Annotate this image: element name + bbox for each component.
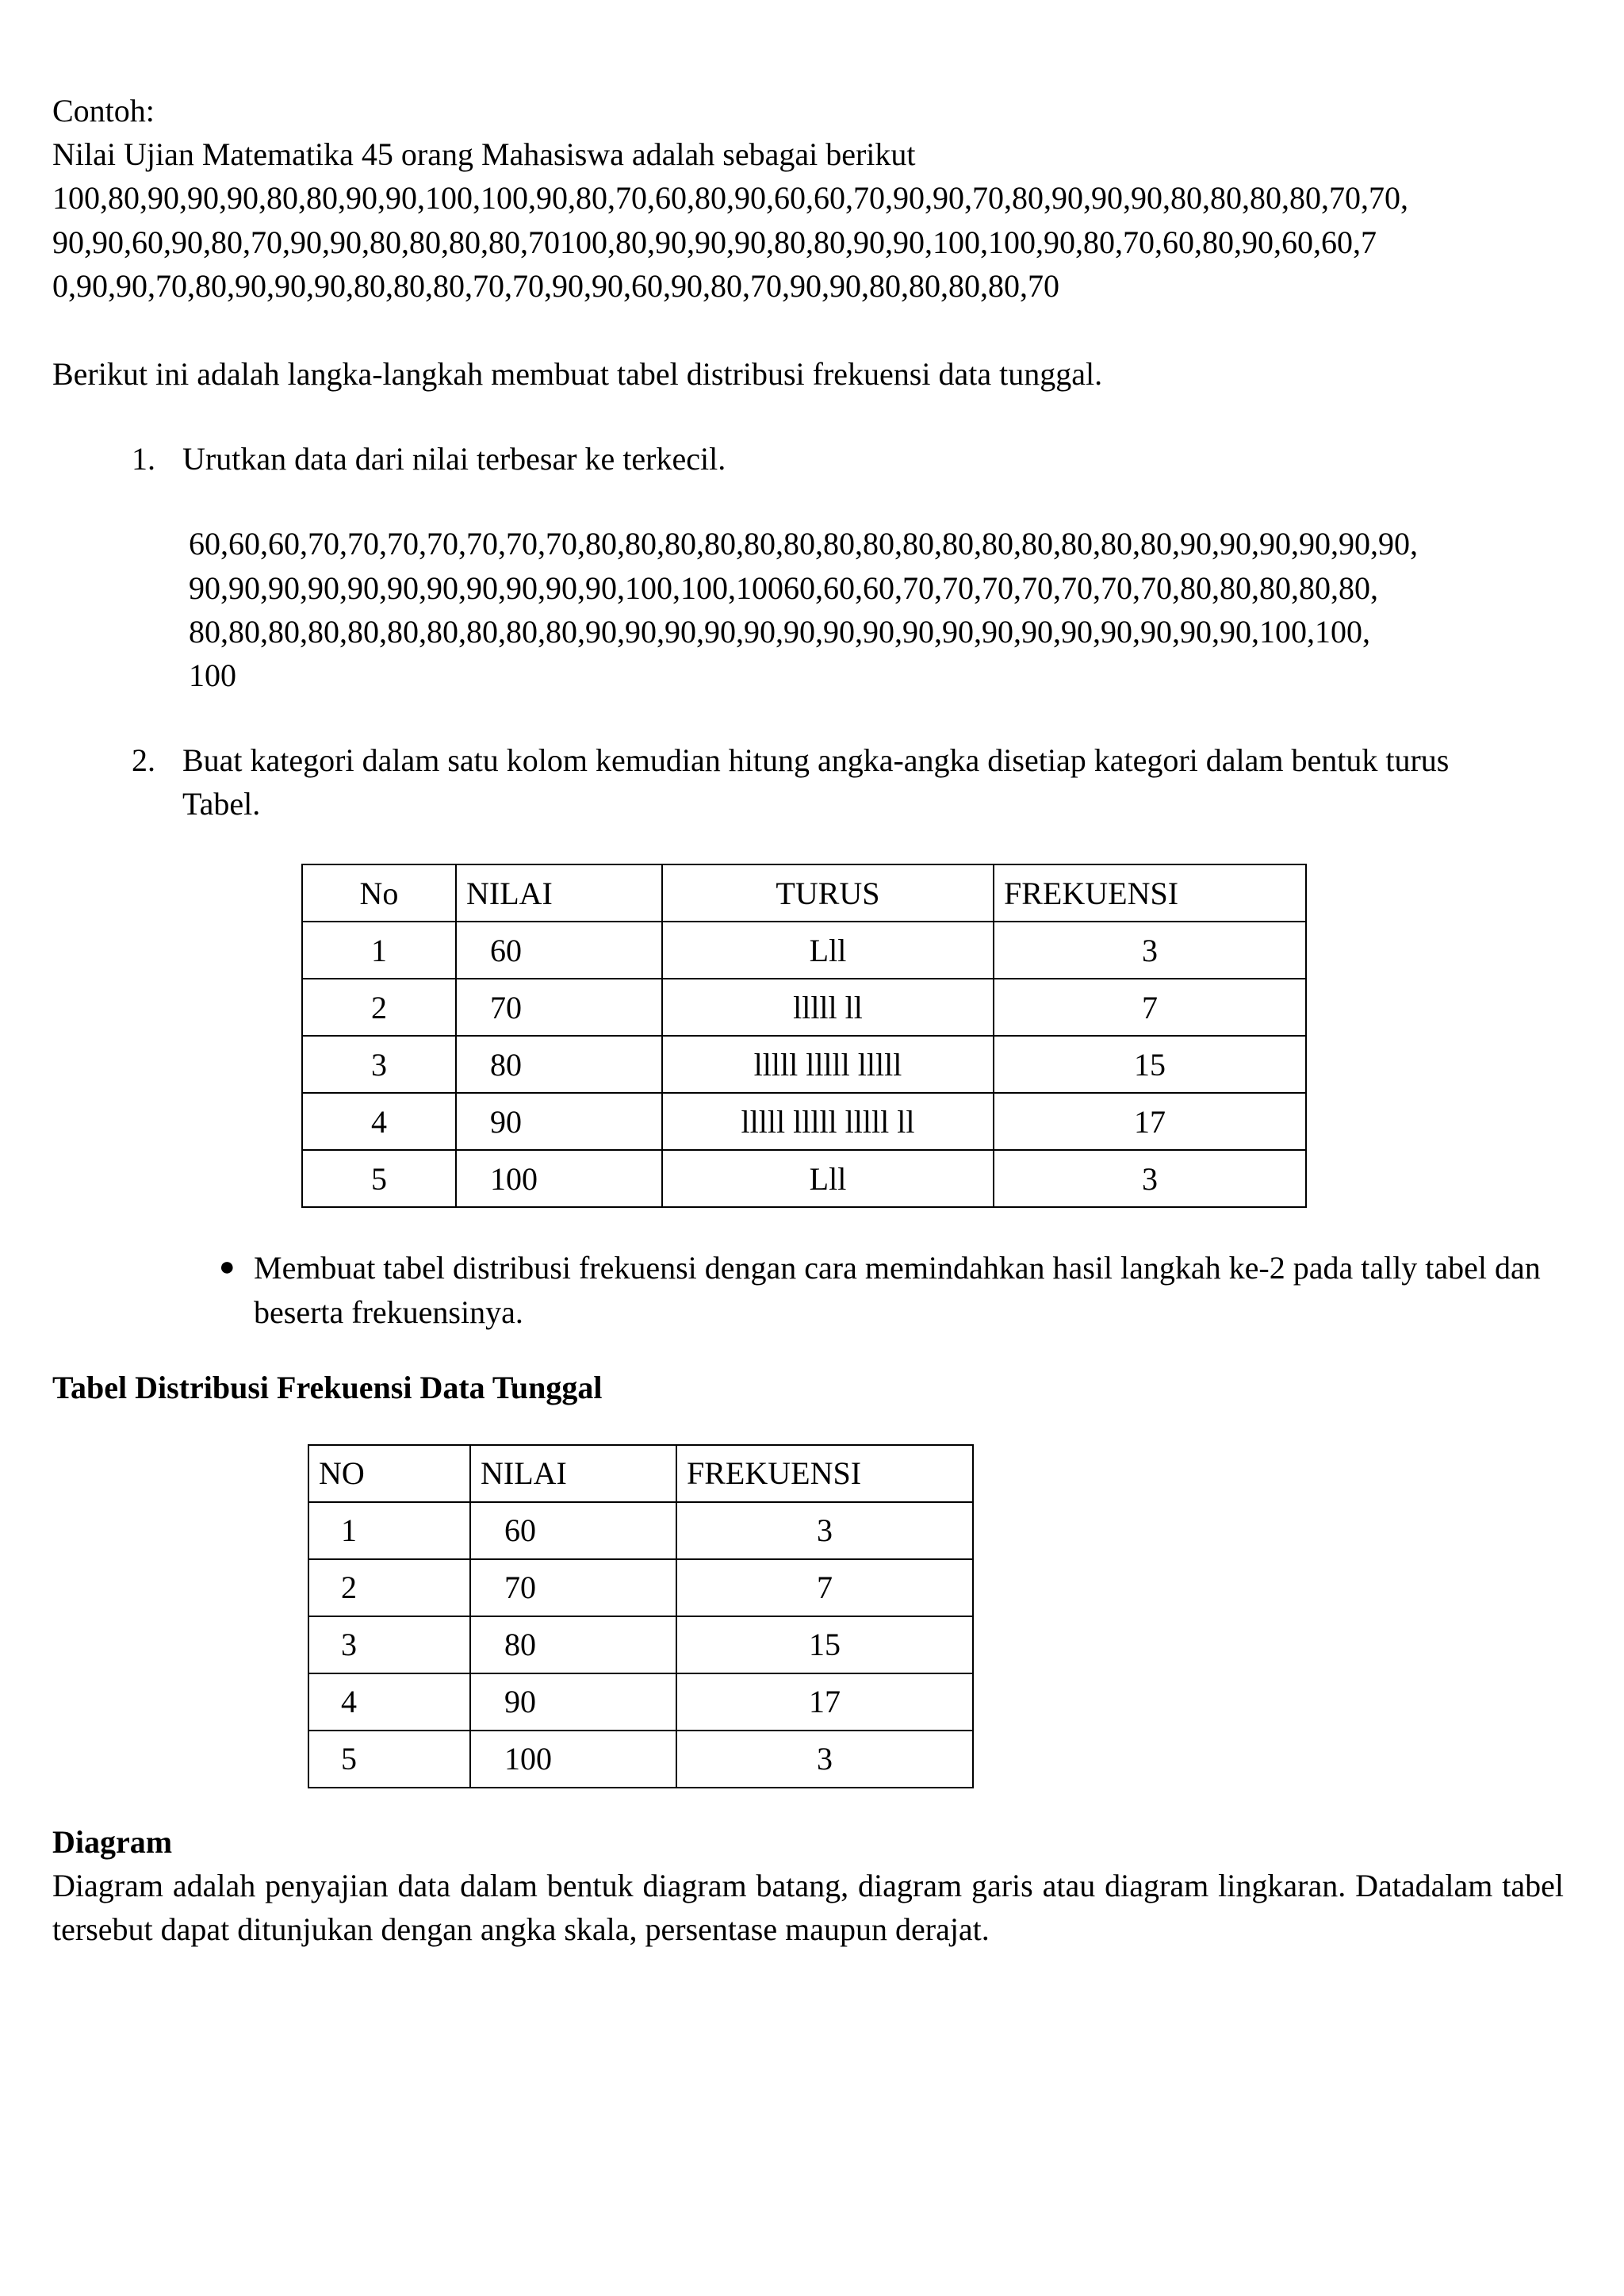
- cell-no: 4: [308, 1673, 470, 1731]
- cell-nilai: 80: [456, 1036, 662, 1093]
- header-no: No: [302, 864, 456, 922]
- cell-turus: lllll ll: [662, 979, 994, 1036]
- tally-table: [301, 864, 1307, 1208]
- table-row: [302, 1093, 1306, 1150]
- cell-turus: Lll: [662, 922, 994, 979]
- cell-turus: lllll lllll lllll ll: [662, 1093, 994, 1150]
- cell-frekuensi: 17: [676, 1673, 973, 1731]
- cell-no: 1: [302, 922, 456, 979]
- table-row: [308, 1673, 973, 1731]
- cell-no: 3: [302, 1036, 456, 1093]
- cell-nilai: 100: [470, 1731, 676, 1788]
- table-header-row: [308, 1445, 973, 1502]
- cell-frekuensi: 7: [994, 979, 1306, 1036]
- header-frekuensi: FREKUENSI: [676, 1445, 973, 1502]
- cell-no: 1: [308, 1502, 470, 1559]
- cell-nilai: 70: [470, 1559, 676, 1616]
- bullet-icon: ●: [219, 1252, 236, 1282]
- header-turus: TURUS: [662, 864, 994, 922]
- diagram-heading: Diagram: [52, 1824, 173, 1860]
- cell-nilai: 80: [470, 1616, 676, 1673]
- cell-no: 5: [302, 1150, 456, 1207]
- document-page: [52, 89, 1575, 1952]
- cell-nilai: 70: [456, 979, 662, 1036]
- sorted-data-line: 90,90,90,90,90,90,90,90,90,90,90,100,100,10060,60,60,70,70,70,70,70,70,70,80,80,80,80,80,: [189, 569, 1378, 606]
- cell-no: 3: [308, 1616, 470, 1673]
- cell-no: 5: [308, 1731, 470, 1788]
- example-title: Nilai Ujian Matematika 45 orang Mahasiswa adalah sebagai berikut: [52, 136, 916, 173]
- cell-turus: lllll lllll lllll: [662, 1036, 994, 1093]
- cell-frekuensi: 15: [676, 1616, 973, 1673]
- frequency-table: [308, 1444, 974, 1788]
- sorted-data-line: 80,80,80,80,80,80,80,80,80,80,90,90,90,90,90,90,90,90,90,90,90,90,90,90,90,90,90,100,100,: [189, 613, 1370, 650]
- step-text: Buat kategori dalam satu kolom kemudian hitung angka-angka disetiap kategori dalam bentuk turus Tabel.: [182, 742, 1450, 822]
- step-number: 2.: [132, 742, 155, 779]
- cell-frekuensi: 3: [994, 922, 1306, 979]
- cell-nilai: 60: [456, 922, 662, 979]
- sorted-data-line: 100: [189, 657, 236, 693]
- step-number: 1.: [132, 441, 155, 477]
- cell-nilai: 60: [470, 1502, 676, 1559]
- cell-frekuensi: 7: [676, 1559, 973, 1616]
- diagram-paragraph: Diagram adalah penyajian data dalam bentuk diagram batang, diagram garis atau diagram lingkaran. Datadalam tabel tersebut dapat ditunjukan dengan angka skala, persentase maupun derajat.: [52, 1868, 1564, 1948]
- table-row: [302, 922, 1306, 979]
- header-nilai: NILAI: [456, 864, 662, 922]
- sorted-data: [189, 522, 1575, 697]
- steps-list: [132, 738, 1480, 826]
- steps-intro: Berikut ini adalah langka-langkah membuat tabel distribusi frekuensi data tunggal.: [52, 355, 1103, 392]
- table-row: [308, 1502, 973, 1559]
- raw-data-line: 0,90,90,70,80,90,90,90,80,80,80,70,70,90,90,60,90,80,70,90,90,80,80,80,80,70: [52, 267, 1059, 304]
- header-nilai: NILAI: [470, 1445, 676, 1502]
- cell-nilai: 90: [456, 1093, 662, 1150]
- cell-frekuensi: 3: [676, 1502, 973, 1559]
- cell-frekuensi: 3: [676, 1731, 973, 1788]
- step-text: Urutkan data dari nilai terbesar ke terkecil.: [182, 441, 726, 477]
- table-header-row: [302, 864, 1306, 922]
- table-row: [302, 979, 1306, 1036]
- step-item: [132, 738, 1480, 826]
- example-label: Contoh:: [52, 93, 155, 128]
- bullet-item: [219, 1246, 1575, 1333]
- cell-no: 4: [302, 1093, 456, 1150]
- freq-table-title: Tabel Distribusi Frekuensi Data Tunggal: [52, 1369, 603, 1405]
- table-row: [308, 1559, 973, 1616]
- raw-data-line: 90,90,60,90,80,70,90,90,80,80,80,80,70100,80,90,90,90,80,80,90,90,100,100,90,80,70,60,80,90,60,60,7: [52, 224, 1377, 260]
- cell-frekuensi: 3: [994, 1150, 1306, 1207]
- table-row: [302, 1150, 1306, 1207]
- header-no: NO: [308, 1445, 470, 1502]
- raw-data-line: 100,80,90,90,90,80,80,90,90,100,100,90,80,70,60,80,90,60,60,70,90,90,70,80,90,90,90,80,80,80,80,70,70,: [52, 180, 1408, 217]
- cell-nilai: 90: [470, 1673, 676, 1731]
- sorted-data-line: 60,60,60,70,70,70,70,70,70,70,80,80,80,80,80,80,80,80,80,80,80,80,80,80,80,90,90,90,90,90,90,: [189, 526, 1418, 562]
- cell-frekuensi: 15: [994, 1036, 1306, 1093]
- cell-turus: Lll: [662, 1150, 994, 1207]
- steps-list: [132, 437, 1575, 481]
- table-row: [302, 1036, 1306, 1093]
- cell-no: 2: [308, 1559, 470, 1616]
- cell-no: 2: [302, 979, 456, 1036]
- cell-frekuensi: 17: [994, 1093, 1306, 1150]
- step-item: [132, 437, 1575, 481]
- table-row: [308, 1616, 973, 1673]
- header-frekuensi: FREKUENSI: [994, 864, 1306, 922]
- cell-nilai: 100: [456, 1150, 662, 1207]
- table-row: [308, 1731, 973, 1788]
- bullet-text: Membuat tabel distribusi frekuensi dengan cara memindahkan hasil langkah ke-2 pada tally tabel dan beserta frekuensinya.: [254, 1250, 1541, 1330]
